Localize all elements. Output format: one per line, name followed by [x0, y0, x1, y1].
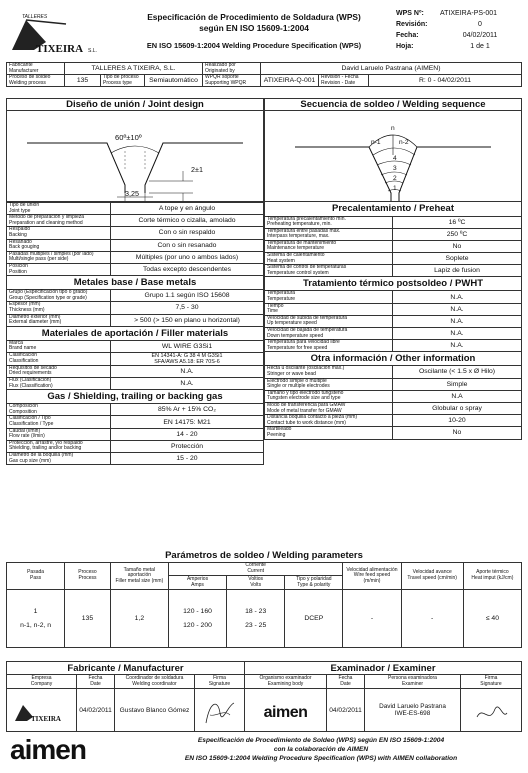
wpqr-label: WPQR soporte Supporting WPQR	[203, 75, 261, 87]
preheat-min-value: 16 ºC	[393, 216, 522, 228]
company-logo	[6, 6, 118, 58]
aimen-logo: aimen	[10, 734, 86, 765]
other-info-title: Otra información / Other information	[265, 352, 522, 366]
wpqr-value: ATIXEIRA-Q-001	[261, 75, 319, 87]
footer	[6, 734, 522, 770]
revision-date-value: R: 0 - 04/02/2011	[369, 75, 522, 87]
backing-label: Respaldo Backing	[7, 227, 111, 239]
filler-title: Materiales de aportación / Filler materials	[7, 326, 264, 340]
process-value: 135	[65, 75, 101, 87]
footer-line-2: con la colaboración de AIMEN	[273, 746, 369, 753]
coordinator-signature	[195, 689, 245, 732]
free-speed-label: Temperatura para velocidad libre Temperature for free speed	[265, 340, 393, 352]
base-metals-title: Metales base / Base metals	[7, 276, 264, 290]
diameter-value: > 500 (> 150 en plano u horizontal)	[111, 314, 264, 326]
revision-label: Revisión:	[396, 21, 428, 28]
up-speed-label: Velocidad de subida de temperatura Up temperature speed	[265, 315, 393, 327]
gap-label: 2±1	[191, 165, 203, 174]
wire-speed-value: -	[343, 590, 401, 648]
electrode-label: Electrodo simple o múltiple Single or multiple electrodes	[265, 378, 393, 390]
temp-control-label: Sistema de control de temperaturas Temperature control system	[265, 265, 393, 277]
signatures-table	[6, 661, 522, 732]
coordinator-label: Coordinador de soldadura Welding coordinator	[115, 675, 195, 689]
heat-system-label: Sistema de calentamiento Heat system	[265, 253, 393, 265]
pass-value: 1 n-1, n-2, n	[7, 590, 65, 648]
examiner-title: Examinador / Examiner	[245, 662, 522, 675]
root-label: 3,25	[125, 189, 139, 198]
backing-value: Con o sin respaldo	[111, 227, 264, 239]
position-label: Posición Position	[7, 263, 111, 275]
maintenance-temp-value: No	[393, 240, 522, 252]
down-speed-label: Velocidad de bajada de temperatura Down temperature speed	[265, 328, 393, 340]
examiner-signature	[461, 689, 522, 732]
gas-cup-value: 15 - 20	[111, 453, 264, 465]
bead-n: n	[391, 125, 395, 132]
classification-label: Clasificación Classification	[7, 352, 111, 365]
polarity-header: Tipo y polaridad Type & polarity	[285, 576, 343, 590]
bead-3: 3	[393, 165, 397, 172]
gas-cup-label: Diámetro de la boquilla (mm) Gas cup size (mm)	[7, 453, 111, 465]
joint-rows	[7, 203, 264, 276]
tungsten-label: Tamaño y tipo electrodo tungsteno Tungsten electrode size and type	[265, 390, 393, 402]
up-speed-value: N.A.	[393, 315, 522, 327]
volts-value: 18 - 23 23 - 25	[227, 590, 285, 648]
flow-rate-value: 14 - 20	[111, 428, 264, 440]
welding-sequence-title: Secuencia de soldeo / Welding sequence	[265, 99, 521, 111]
contact-distance-value: 10-20	[393, 415, 522, 427]
stringer-label: Recta u oscilante (oscilación máx.) Stringer or wave bead	[265, 366, 393, 378]
classification-value: EN 14341-A: G 38 4 M G3Si1 SFA/AWS A5.18: ER 70S-6	[111, 352, 264, 365]
heat-system-value: Soplete	[393, 253, 522, 265]
manufacturer-value: TALLERES A TIXEIRA, S.L.	[65, 63, 203, 75]
bead-n-1: n-1	[371, 139, 381, 146]
preparation-label: Método de preparación y limpieza Preparation and cleaning method	[7, 215, 111, 227]
tixeira-logo-small-icon	[11, 699, 73, 725]
pwht-temp-value: N.A.	[393, 291, 522, 303]
coordinator-value: Gustavo Blanco Gómez	[115, 689, 195, 732]
svg-text:TIXEIRA: TIXEIRA	[36, 43, 84, 55]
sheet-value: 1 de 1	[470, 43, 490, 50]
preparation-value: Corte térmico o cizalla, amolado	[111, 215, 264, 227]
title-es-2: según EN ISO 15609-1:2004	[199, 23, 309, 33]
flux-value: N.A.	[111, 378, 264, 390]
left-data-table	[6, 202, 264, 465]
group-label: Grupo (Especificación tipo o grado) Group (Specification type or grade)	[7, 290, 111, 302]
joint-type-value: A tope y en ángulo	[111, 203, 264, 215]
process-label: Proceso de soldeo Welding process	[7, 75, 65, 87]
brand-label: Marca Brand name	[7, 340, 111, 352]
transfer-mode-value: Globular o spray	[393, 402, 522, 414]
revision-date-label: Revisión - Fecha Revision - Date	[319, 75, 369, 87]
examining-body-cell	[245, 689, 327, 732]
signature-scribble-icon	[200, 695, 240, 729]
originated-value: David Laruelo Pastrana (AIMEN)	[261, 63, 522, 75]
process-type-label: Tipo de proceso Process type	[101, 75, 145, 87]
maintenance-temp-label: Temperatura de mantenimiento Maintenance temperature	[265, 240, 393, 252]
examiner-person-label: Persona examinadora Examiner	[365, 675, 461, 689]
bead-1: 1	[393, 185, 397, 192]
examiner-signature-label: Firma Signature	[461, 675, 522, 689]
contact-distance-label: Distancia boquilla contacto a pieza (mm) Contact tube to work distance (mm)	[265, 415, 393, 427]
title-en: EN ISO 15609-1:2004 Welding Procedure Specification (WPS)	[146, 41, 362, 50]
interpass-label: Temperatura entre pasadas máx. Interpass temperature, max.	[265, 228, 393, 240]
exam-date-value: 04/02/2011	[327, 689, 365, 732]
welding-parameters-title: Parámetros de soldeo / Welding parameters	[165, 550, 363, 561]
travel-speed-header: Velocidad avance Travel speed (cm/min)	[401, 563, 463, 590]
free-speed-value: N.A.	[393, 340, 522, 352]
preheat-min-label: Temperatura precalentamiento mín. Preheating temperature, min.	[265, 216, 393, 228]
date-value: 04/02/2011	[462, 32, 498, 39]
back-gouging-label: Resanado Back gouging	[7, 239, 111, 251]
volts-header: Voltios Volts	[227, 576, 285, 590]
thickness-value: 7,5 - 30	[111, 302, 264, 314]
pwht-title: Tratamiento térmico postsoldeo / PWHT	[265, 277, 522, 291]
current-header: Corriente Current	[168, 563, 342, 576]
process-header: Proceso Process	[65, 563, 111, 590]
gas-composition-value: 85% Ar + 15% CO₂	[111, 404, 264, 416]
wps-value: ATIXEIRA-PS-001	[440, 10, 498, 17]
exam-date-label: Fecha Date	[327, 675, 365, 689]
bead-2: 2	[393, 175, 397, 182]
table-row	[7, 590, 522, 648]
pwht-time-value: N.A.	[393, 303, 522, 315]
bead-4: 4	[393, 155, 397, 162]
sign-date-value: 04/02/2011	[77, 689, 115, 732]
pwht-time-label: Tiempo Time	[265, 303, 393, 315]
wire-speed-header: Velocidad alimentación Wire feed speed (m/min)	[343, 563, 401, 590]
right-data-table	[264, 202, 522, 440]
tixeira-logo-icon	[6, 6, 118, 58]
group-value: Grupo 1.1 según ISO 15608	[111, 290, 264, 302]
drying-value: N.A.	[111, 365, 264, 377]
process-type-value: Semiautomático	[145, 75, 203, 87]
originated-label: Realizado por Originated by	[203, 63, 261, 75]
multi-pass-label: Pasadas múltiples / simples (por lado) Multi/single pass (per side)	[7, 251, 111, 263]
gas-composition-label: Composición Composition	[7, 404, 111, 416]
heat-input-header: Aporte térmico Heat imput (kJ/cm)	[463, 563, 521, 590]
manufacturer-label: Fabricante Manufacturer	[7, 63, 65, 75]
date-label: Fecha:	[396, 32, 419, 39]
wps-label: WPS Nº:	[396, 10, 424, 17]
info-table	[6, 62, 522, 87]
amps-header: Amperios Amps	[168, 576, 226, 590]
sheet-label: Hoja:	[396, 43, 414, 50]
filler-size-value: 1,2	[110, 590, 168, 648]
bevel-angle-label: 60º±10º	[115, 133, 142, 142]
amps-value: 120 - 160 120 - 200	[168, 590, 226, 648]
revision-value: 0	[478, 21, 482, 28]
heat-input-value: ≤ 40	[463, 590, 521, 648]
peening-value: No	[393, 427, 522, 439]
joint-design-panel	[6, 98, 264, 202]
gas-classification-value: EN 14175: M21	[111, 416, 264, 428]
electrode-value: Simple	[393, 378, 522, 390]
transfer-mode-label: Modo de transferencia para GMAW Mode of metal transfer for GMAW	[265, 402, 393, 414]
examiner-signature-scribble-icon	[471, 695, 511, 729]
position-value: Todas excepto descendentes	[111, 263, 264, 275]
examining-body-label: Organismo examinador Examining body	[245, 675, 327, 689]
joint-drawing	[7, 113, 263, 201]
welding-parameters-table	[6, 562, 522, 648]
back-gouging-value: Con o sin resanado	[111, 239, 264, 251]
temp-control-value: Lapiz de fusion	[393, 265, 522, 277]
svg-text:TIXEIRA: TIXEIRA	[30, 715, 61, 723]
shielding-value: Protección	[111, 440, 264, 452]
interpass-value: 250 ºC	[393, 228, 522, 240]
travel-speed-value: -	[401, 590, 463, 648]
joint-type-label: Tipo de unión Joint type	[7, 203, 111, 215]
brand-value: WL WIRE G3Si1	[111, 340, 264, 352]
joint-design-title: Diseño de unión / Joint design	[7, 99, 263, 111]
polarity-value: DCEP	[285, 590, 343, 648]
manufacturer-title: Fabricante / Manufacturer	[7, 662, 245, 675]
shielding-label: Protección, arrastre, y/o respaldo Shielding, trailing and/or backing	[7, 440, 111, 452]
process-cell-value: 135	[65, 590, 111, 648]
pwht-temp-label: Temperatura Temperature	[265, 291, 393, 303]
preheat-title: Precalentamiento / Preheat	[265, 202, 522, 216]
peening-label: Martilleado Peening	[265, 427, 393, 439]
drying-label: Requisitos de secado Dried requirements	[7, 365, 111, 377]
examiner-person-value: David Laruelo Pastrana IWE-ES-698	[365, 689, 461, 732]
tungsten-value: N.A	[393, 390, 522, 402]
filler-size-header: Tamaño metal aportación Filler metal size (mm)	[110, 563, 168, 590]
welding-sequence-panel	[264, 98, 522, 202]
sign-date-label: Fecha Date	[77, 675, 115, 689]
title-es: Especificación de Procedimiento de Soldadura (WPS)	[147, 12, 361, 22]
gas-classification-label: Clasificación / Tipo Classification / Type	[7, 416, 111, 428]
company-label: Empresa Company	[7, 675, 77, 689]
company-logo-cell	[7, 689, 77, 732]
svg-text:S.L.: S.L.	[88, 48, 97, 54]
diameter-label: Diámetro exterior (mm) External diameter (mm)	[7, 314, 111, 326]
bead-n-2: n-2	[399, 139, 409, 146]
flow-rate-label: Caudal (l/min) Flow rate (l/min)	[7, 428, 111, 440]
flux-label: Flux (Clasificación) Flux (Classification)	[7, 378, 111, 390]
thickness-label: Espesor (mm) Thickness (mm)	[7, 302, 111, 314]
aimen-logo-small: aimen	[263, 704, 308, 721]
multi-pass-value: Múltiples (por uno o ambos lados)	[111, 251, 264, 263]
header	[6, 6, 522, 58]
footer-line-1: Especificación de Procedimiento de Soldeo (WPS) según EN ISO 15609-1:2004	[197, 737, 445, 744]
pass-header: Pasada Pass	[7, 563, 65, 590]
down-speed-value: N.A.	[393, 328, 522, 340]
signature-label: Firma Signature	[195, 675, 245, 689]
footer-line-3: EN ISO 15609-1:2004 Welding Procedure Specification (WPS) with AIMEN collaboration	[184, 755, 458, 762]
stringer-value: Oscilante (< 1.5 x Ø Hilo)	[393, 366, 522, 378]
svg-text:TALLERES: TALLERES	[22, 14, 48, 20]
gas-title: Gas / Shielding, trailing or backing gas	[7, 390, 264, 404]
